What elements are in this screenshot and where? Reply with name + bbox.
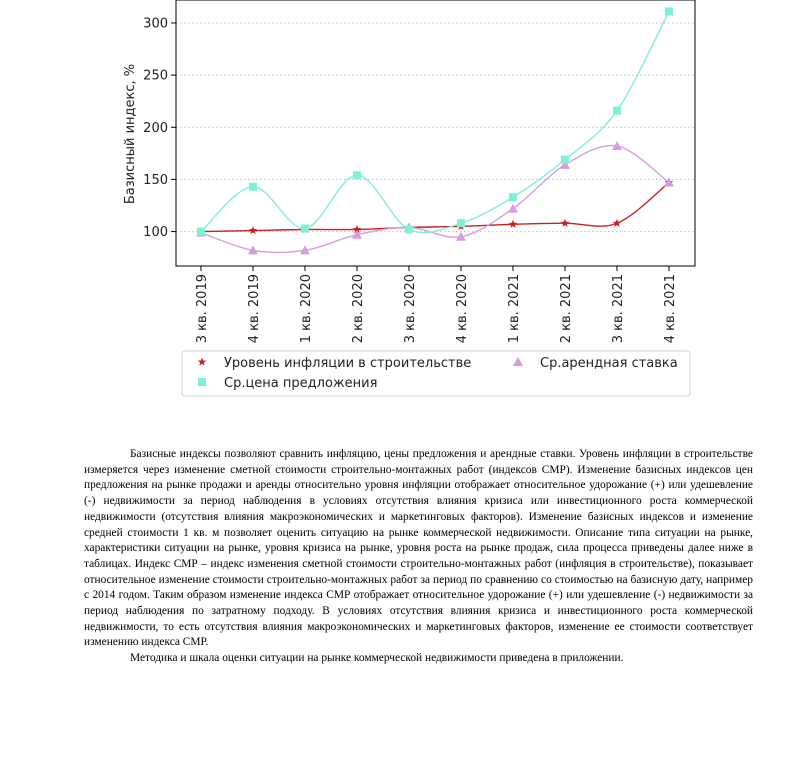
- x-tick-label: 3 кв. 2020: [403, 274, 418, 344]
- data-point: [613, 107, 621, 115]
- x-tick-label: 4 кв. 2020: [455, 274, 470, 344]
- x-tick-label: 2 кв. 2020: [351, 274, 366, 344]
- data-point: [509, 220, 518, 228]
- body-text: [84, 447, 753, 667]
- legend-label: Ср.цена предложения: [224, 376, 378, 391]
- series-curves: [201, 11, 669, 252]
- data-point: [197, 228, 205, 236]
- x-axis-ticks: [195, 266, 678, 343]
- data-point: [561, 219, 570, 227]
- x-tick-label: 4 кв. 2021: [663, 274, 678, 344]
- legend-label: Уровень инфляции в строительстве: [224, 356, 472, 371]
- y-tick-label: 200: [143, 120, 168, 136]
- y-tick-label: 150: [143, 172, 168, 188]
- data-point: [508, 204, 518, 213]
- y-axis-label: Базисный индекс, %: [123, 63, 138, 205]
- data-point: [665, 7, 673, 15]
- series-markers: [196, 7, 674, 254]
- data-point: [457, 219, 465, 227]
- paragraph-1: Базисные индексы позволяют сравнить инфляцию, цены предложения и арендные ставки. Уровень инфляции в строительстве измеряется через изменение сметной стоимости строительно-монтажных работ (индексов СМР). Изменение базисных индексов цен предложения на рынке продажи и аренды относительно уровня инфляции отображает относительное удорожание (+) или удешевление (-) недвижимости за период наблюдения в условиях отсутствия влияния кризиса или инвестиционного роста коммерческой недвижимости (отсутствия влияния макроэкономических и маркетинговых факторов). Изменение базисных индексов и изменение средней стоимости 1 кв. м позволяет оценить ситуацию на рынке коммерческой недвижимости. Описание типа ситуации на рынке, характеристики ситуации на рынке, уровня кризиса на рынке, уровня роста на рынке продаж, сила процесса приведены далее ниже в таблицах. Индекс СМР – индекс изменения сметной стоимости строительно-монтажных работ (инфляция в строительстве), показывает относительное изменение стоимости строительно-монтажных работ за период по сравнению со стоимостью на базисную дату, например с 2014 годом. Таким образом изменение индекса СМР отображает относительное удорожание (+) или удешевление (-) недвижимости за период наблюдения по затратному подходу. В условиях отсутствия влияния кризиса и инвестиционного роста коммерческой недвижимости, то есть отсутствия влияния макроэкономических и маркетинговых факторов, изменение ее стоимости соответствует изменению индекса СМР.: [84, 448, 753, 649]
- legend-label: Ср.арендная ставка: [540, 356, 678, 371]
- x-tick-label: 3 кв. 2021: [611, 274, 626, 344]
- series-line-2: [201, 11, 669, 232]
- x-tick-label: 4 кв. 2019: [247, 274, 262, 344]
- x-tick-label: 1 кв. 2021: [507, 274, 522, 344]
- y-tick-label: 250: [143, 68, 168, 84]
- legend-marker: [198, 378, 206, 386]
- data-point: [405, 225, 413, 233]
- data-point: [561, 156, 569, 164]
- data-point: [613, 219, 622, 227]
- legend: [182, 351, 690, 396]
- x-tick-label: 2 кв. 2021: [559, 274, 574, 344]
- data-point: [249, 226, 258, 234]
- series-line-0: [201, 183, 669, 232]
- data-point: [249, 183, 257, 191]
- y-tick-label: 300: [143, 16, 168, 32]
- data-point: [301, 224, 309, 232]
- data-point: [353, 171, 361, 179]
- data-point: [509, 193, 517, 201]
- x-tick-label: 3 кв. 2019: [195, 274, 210, 344]
- y-tick-label: 100: [143, 225, 168, 241]
- y-axis-ticks: [143, 16, 176, 240]
- grid-lines: [176, 23, 695, 232]
- x-tick-label: 1 кв. 2020: [299, 274, 314, 344]
- paragraph-2: Методика и шкала оценки ситуации на рынке коммерческой недвижимости приведена в приложении.: [130, 652, 624, 665]
- plot-frame: [176, 0, 695, 266]
